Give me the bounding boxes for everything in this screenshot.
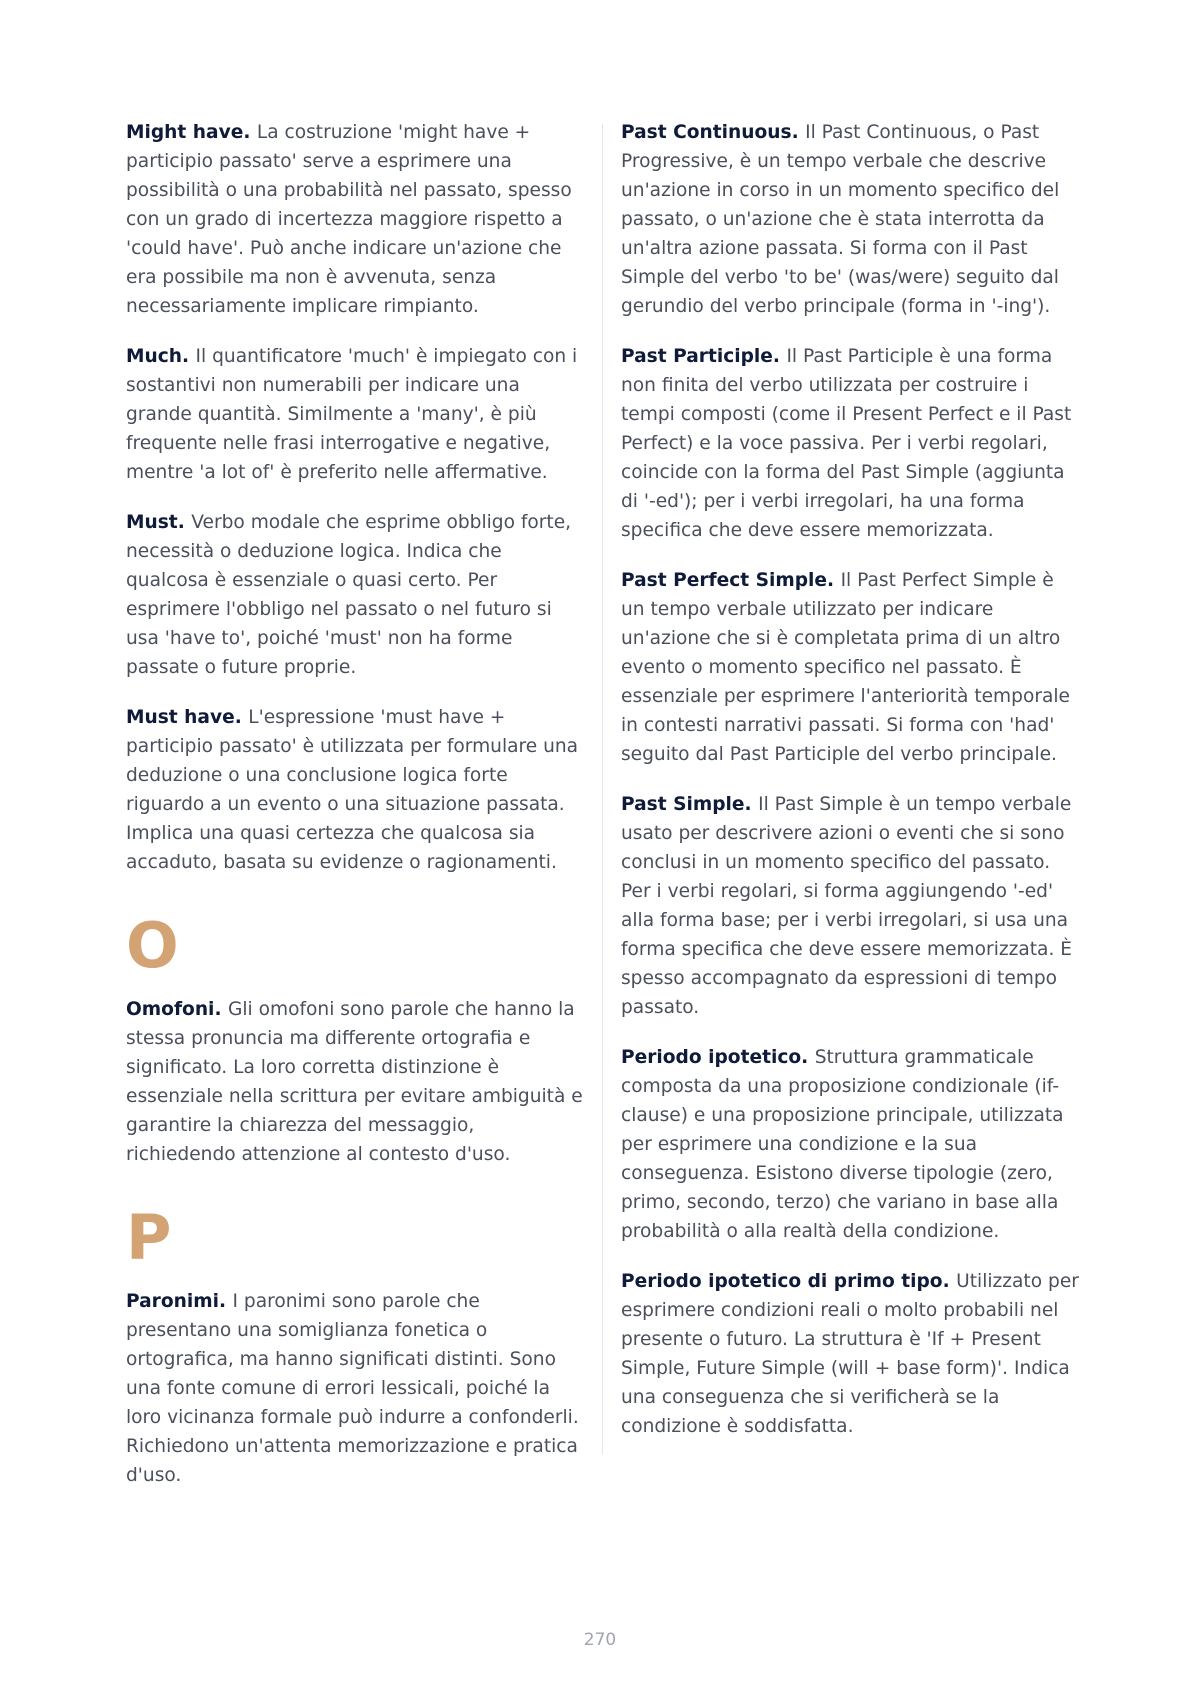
glossary-entry: Paronimi. I paronimi sono parole che presentano una somiglianza fonetica o ortografica, ma hanno significati distinti. Sono una fonte comune di errori lessicali, poiché la loro vicinanza formale può indurre a confonderli. Richiedono un'attenta memorizzazione e pratica d'uso. — [126, 1291, 579, 1486]
glossary-entry: Must have. L'espressione 'must have + participio passato' è utilizzata per formulare una deduzione o una conclusione logica forte riguardo a un evento o una situazione passata. Implica una quasi certezza che qualcosa sia accaduto, basata su evidenze o ragionamenti. — [126, 707, 579, 873]
glossary-definition: Il Past Participle è una forma non finita del verbo utilizzata per costruire i tempi composti (come il Present Perfect e il Past Perfect) e la voce passiva. Per i verbi regolari, coincide con la forma del Past Simple (aggiunta di '-ed'); per i verbi irregolari, ha una forma specifica che deve essere memorizzata. — [621, 346, 1072, 541]
glossary-definition: Verbo modale che esprime obbligo forte, necessità o deduzione logica. Indica che qualcosa è essenziale o quasi certo. Per esprimere l'obbligo nel passato o nel futuro si usa 'have to', poiché 'must' non ha forme passate o future proprie. — [126, 512, 572, 678]
glossary-entry: Periodo ipotetico di primo tipo. Utilizzato per esprimere condizioni reali o molto probabili nel presente o futuro. La struttura è 'If + Present Simple, Future Simple (will + base form)'. Indica una conseguenza che si verificherà se la condizione è soddisfatta. — [621, 1271, 1079, 1437]
glossary-definition: Il Past Continuous, o Past Progressive, è un tempo verbale che descrive un'azione in corso in un momento specifico del passato, o un'azione che è stata interrotta da un'altra azione passata. Si forma con il Past Simple del verbo 'to be' (was/were) seguito dal gerundio del verbo principale (forma in '-ing'). — [621, 122, 1060, 317]
glossary-entry: Much. Il quantificatore 'much' è impiegato con i sostantivi non numerabili per indicare una grande quantità. Similmente a 'many', è più frequente nelle frasi interrogative e negative, mentre 'a lot of' è preferito nelle affermative. — [126, 346, 578, 483]
glossary-entry: Might have. La costruzione 'might have + participio passato' serve a esprimere una possibilità o una probabilità nel passato, spesso con un grado di incertezza maggiore rispetto a 'could have'. Può anche indicare un'azione che era possibile ma non è avvenuta, senza necessariamente implicare rimpianto. — [126, 122, 572, 317]
right-column — [621, 118, 1081, 1462]
o-entries-group — [126, 995, 588, 1169]
glossary-definition: Il quantificatore 'much' è impiegato con i sostantivi non numerabili per indicare una grande quantità. Similmente a 'many', è più frequente nelle frasi interrogative e negative, mentre 'a lot of' è preferito nelle affermative. — [126, 346, 578, 483]
glossary-term: Past Participle — [621, 346, 773, 367]
glossary-term: Omofoni — [126, 999, 215, 1020]
glossary-term: Past Perfect Simple — [621, 570, 828, 591]
left-entries-group — [126, 118, 588, 877]
glossary-term: Might have — [126, 122, 244, 143]
glossary-term: Much — [126, 346, 182, 367]
glossary-term: Paronimi — [126, 1291, 219, 1312]
right-entries-group — [621, 118, 1081, 1441]
glossary-entry: Omofoni. Gli omofoni sono parole che hanno la stessa pronuncia ma differente ortografia e significato. La loro corretta distinzione è essenziale nella scrittura per evitare ambiguità e garantire la chiarezza del messaggio, richiedendo attenzione al contesto d'uso. — [126, 999, 583, 1165]
glossary-entry: Past Simple. Il Past Simple è un tempo verbale usato per descrivere azioni o eventi che si sono conclusi in un momento specifico del passato. Per i verbi regolari, si forma aggiungendo '-ed' alla forma base; per i verbi irregolari, si usa una forma specifica che deve essere memorizzata. È spesso accompagnato da espressioni di tempo passato. — [621, 794, 1073, 1018]
glossary-definition: Il Past Simple è un tempo verbale usato per descrivere azioni o eventi che si sono conclusi in un momento specifico del passato. Per i verbi regolari, si forma aggiungendo '-ed' alla forma base; per i verbi irregolari, si usa una forma specifica che deve essere memorizzata. È spesso accompagnato da espressioni di tempo passato. — [621, 794, 1073, 1018]
glossary-term: Past Continuous — [621, 122, 792, 143]
glossary-term: Must have — [126, 707, 235, 728]
glossary-term: Periodo ipotetico — [621, 1047, 802, 1068]
glossary-term: Past Simple — [621, 794, 745, 815]
glossary-entry: Past Continuous. Il Past Continuous, o Past Progressive, è un tempo verbale che descrive un'azione in corso in un momento specifico del passato, o un'azione che è stata interrotta da un'altra azione passata. Si forma con il Past Simple del verbo 'to be' (was/were) seguito dal gerundio del verbo principale (forma in '-ing'). — [621, 122, 1060, 317]
glossary-entry: Must. Verbo modale che esprime obbligo forte, necessità o deduzione logica. Indica che qualcosa è essenziale o quasi certo. Per esprimere l'obbligo nel passato o nel futuro si usa 'have to', poiché 'must' non ha forme passate o future proprie. — [126, 512, 572, 678]
glossary-definition: I paronimi sono parole che presentano una somiglianza fonetica o ortografica, ma hanno significati distinti. Sono una fonte comune di errori lessicali, poiché la loro vicinanza formale può indurre a confonderli. Richiedono un'attenta memorizzazione e pratica d'uso. — [126, 1291, 579, 1486]
glossary-entry: Past Perfect Simple. Il Past Perfect Simple è un tempo verbale utilizzato per indicare un'azione che si è completata prima di un altro evento o momento specifico nel passato. È essenziale per esprimere l'anteriorità temporale in contesti narrativi passati. Si forma con 'had' seguito dal Past Participle del verbo principale. — [621, 570, 1070, 765]
glossary-definition: La costruzione 'might have + participio passato' serve a esprimere una possibilità o una probabilità nel passato, spesso con un grado di incertezza maggiore rispetto a 'could have'. Può anche indicare un'azione che era possibile ma non è avvenuta, senza necessariamente implicare rimpianto. — [126, 122, 572, 317]
glossary-definition: Struttura grammaticale composta da una proposizione condizionale (if-clause) e una proposizione principale, utilizzata per esprimere una condizione e la sua conseguenza. Esistono diverse tipologie (zero, primo, secondo, terzo) che variano in base alla probabilità o alla realtà della condizione. — [621, 1047, 1064, 1242]
column-divider — [602, 124, 603, 1454]
glossary-term: Periodo ipotetico di primo tipo — [621, 1271, 943, 1292]
glossary-entry: Periodo ipotetico. Struttura grammaticale composta da una proposizione condizionale (if-clause) e una proposizione principale, utilizzata per esprimere una condizione e la sua conseguenza. Esistono diverse tipologie (zero, primo, secondo, terzo) che variano in base alla probabilità o alla realtà della condizione. — [621, 1047, 1064, 1242]
page-number: 270 — [583, 1630, 617, 1650]
section-letter-p: P — [126, 1201, 172, 1274]
glossary-term: Must — [126, 512, 178, 533]
glossary-definition: Utilizzato per esprimere condizioni reali o molto probabili nel presente o futuro. La struttura è 'If + Present Simple, Future Simple (will + base form)'. Indica una conseguenza che si verificherà se la condizione è soddisfatta. — [621, 1271, 1079, 1437]
glossary-definition: Il Past Perfect Simple è un tempo verbale utilizzato per indicare un'azione che si è completata prima di un altro evento o momento specifico nel passato. È essenziale per esprimere l'anteriorità temporale in contesti narrativi passati. Si forma con 'had' seguito dal Past Participle del verbo principale. — [621, 570, 1070, 765]
glossary-entry: Past Participle. Il Past Participle è una forma non finita del verbo utilizzata per costruire i tempi composti (come il Present Perfect e il Past Perfect) e la voce passiva. Per i verbi regolari, coincide con la forma del Past Simple (aggiunta di '-ed'); per i verbi irregolari, ha una forma specifica che deve essere memorizzata. — [621, 346, 1072, 541]
p-entries-group — [126, 1287, 588, 1490]
glossary-definition: L'espressione 'must have + participio passato' è utilizzata per formulare una deduzione o una conclusione logica forte riguardo a un evento o una situazione passata. Implica una quasi certezza che qualcosa sia accaduto, basata su evidenze o ragionamenti. — [126, 707, 579, 873]
left-column — [126, 118, 588, 1511]
section-letter-o: O — [126, 909, 179, 982]
glossary-definition: Gli omofoni sono parole che hanno la stessa pronuncia ma differente ortografia e significato. La loro corretta distinzione è essenziale nella scrittura per evitare ambiguità e garantire la chiarezza del messaggio, richiedendo attenzione al contesto d'uso. — [126, 999, 583, 1165]
